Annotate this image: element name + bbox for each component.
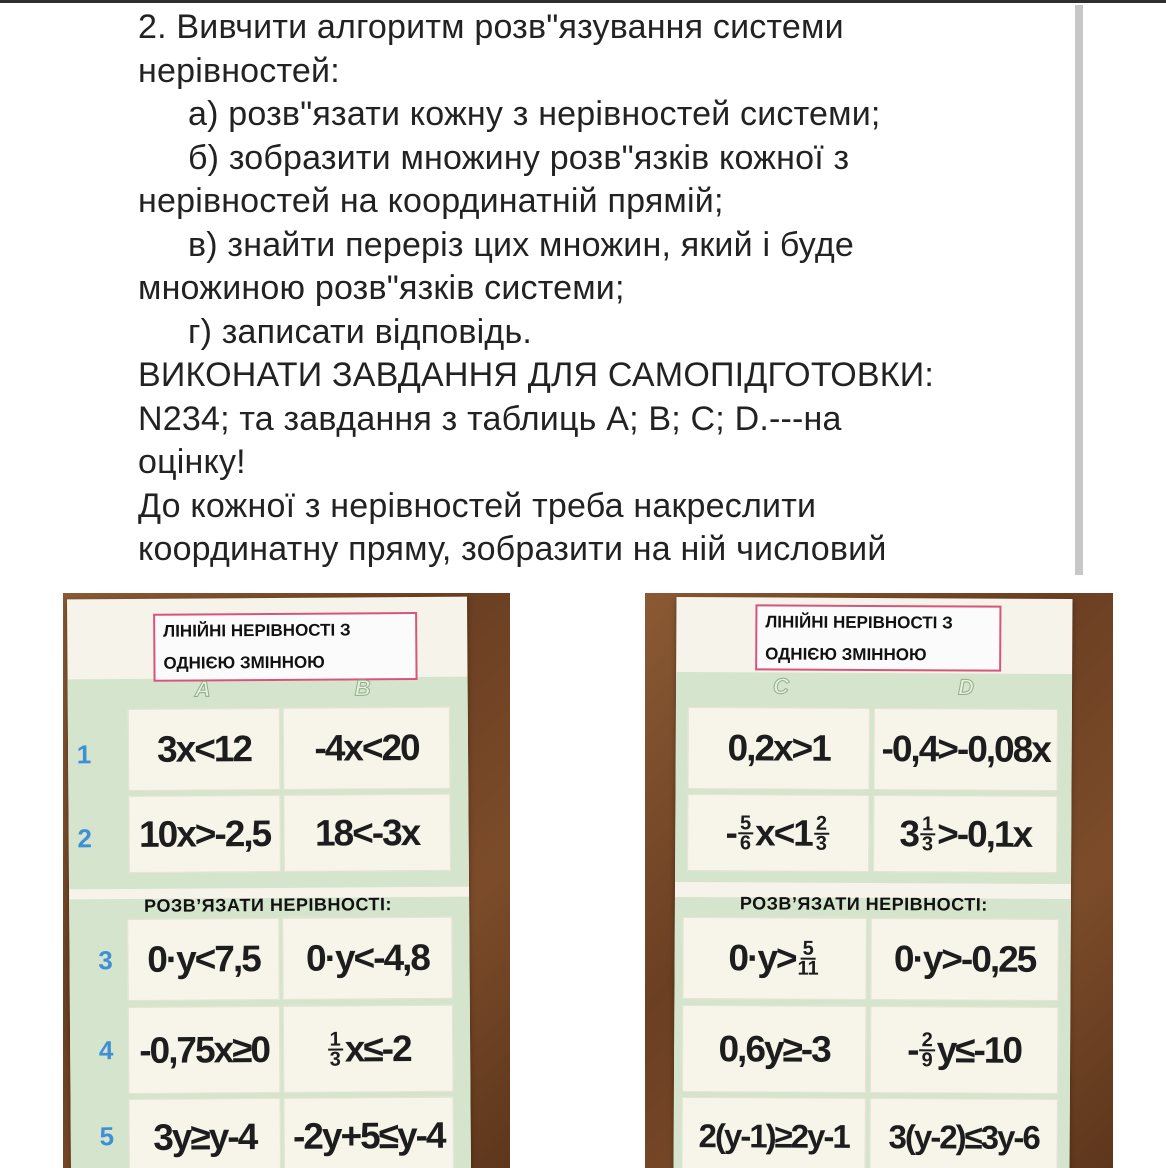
inequality-text: 0·y> bbox=[728, 937, 796, 979]
fraction bbox=[920, 812, 935, 855]
denominator: 3 bbox=[329, 1048, 341, 1071]
column-header-b: B bbox=[354, 675, 371, 701]
top-divider bbox=[0, 0, 1166, 3]
row-number: 2 bbox=[77, 823, 93, 854]
card-title-line: ОДНІЄЮ ЗМІННОЮ bbox=[765, 644, 927, 665]
text-line: б) зобразити множину розв"язків кожної з bbox=[188, 138, 850, 177]
denominator: 3 bbox=[815, 832, 827, 855]
fraction bbox=[328, 1028, 343, 1071]
text-line: оцінку! bbox=[138, 443, 246, 481]
denominator: 3 bbox=[921, 832, 934, 855]
section-title: РОЗВ’ЯЗАТИ НЕРІВНОСТІ: bbox=[739, 893, 988, 915]
text-line: 2. Вивчити алгоритм розв"язування системи bbox=[138, 8, 844, 46]
column-header-a: A bbox=[194, 676, 211, 702]
card-title-line: ОДНІЄЮ ЗМІННОЮ bbox=[163, 652, 325, 673]
row-number: 5 bbox=[99, 1121, 115, 1152]
text-line: в) знайти переріз цих множин, який і буде bbox=[188, 225, 855, 264]
card-title-line: ЛІНІЙНІ НЕРІВНОСТІ З bbox=[765, 612, 953, 633]
numerator: 2 bbox=[815, 812, 828, 835]
numerator: 5 bbox=[802, 937, 814, 960]
denominator: 9 bbox=[921, 1048, 933, 1071]
inequality-cell-fraction bbox=[283, 1005, 454, 1093]
text-line: г) записати відповідь. bbox=[188, 312, 533, 351]
fraction bbox=[814, 812, 829, 855]
text-line: ВИКОНАТИ ЗАВДАННЯ ДЛЯ САМОПІДГОТОВКИ: bbox=[138, 356, 935, 394]
inequality-cell-fraction bbox=[873, 795, 1057, 873]
card-title bbox=[153, 612, 417, 682]
inequality-cell-fraction bbox=[870, 1006, 1058, 1094]
section-title: РОЗВ’ЯЗАТИ НЕРІВНОСТІ: bbox=[144, 894, 393, 916]
photo-card-left bbox=[63, 593, 510, 1168]
text-line: До кожної з нерівностей треба накреслити bbox=[138, 486, 817, 525]
inequality-text: 3 bbox=[899, 812, 919, 854]
inequality-text: >-0,1x bbox=[937, 812, 1032, 855]
text-line: координатну пряму, зобразити на ній числовий bbox=[138, 530, 887, 568]
inequality-cell: 3y≥y-4 bbox=[128, 1098, 281, 1168]
worksheet-card-ab bbox=[67, 597, 471, 1168]
inequality-text: - bbox=[725, 811, 737, 853]
inequality-cell: -0,4>-0,08x bbox=[874, 708, 1058, 791]
inequality-text: x<1 bbox=[754, 811, 812, 854]
row-number: 4 bbox=[98, 1035, 114, 1066]
denominator: 11 bbox=[797, 957, 819, 980]
inequality-cell: 0·y<-4,8 bbox=[282, 917, 453, 1000]
fraction bbox=[919, 1028, 934, 1071]
inequality-cell: -0,75x≥0 bbox=[128, 1006, 281, 1094]
inequality-cell: 0,2x>1 bbox=[688, 707, 870, 790]
inequality-text: - bbox=[907, 1028, 918, 1070]
text-line: N234; та завдання з таблиць А; В; С; D.---на bbox=[138, 399, 842, 438]
inequality-text: x≤-2 bbox=[344, 1027, 411, 1069]
card-title-line: ЛІНІЙНІ НЕРІВНОСТІ З bbox=[163, 620, 351, 641]
inequality-text: y≤-10 bbox=[936, 1028, 1022, 1071]
text-line: нерівностей на координатній прямій; bbox=[138, 182, 724, 220]
scrollbar[interactable] bbox=[1075, 5, 1083, 575]
inequality-cell: -4x<20 bbox=[283, 707, 451, 790]
inequality-cell: 3(y-2)≤3y-6 bbox=[869, 1098, 1057, 1168]
row-number: 1 bbox=[76, 739, 92, 770]
inequality-cell: 0,6y≥-3 bbox=[682, 1005, 866, 1093]
row-number: 3 bbox=[98, 945, 113, 976]
inequality-cell-fraction bbox=[682, 917, 866, 1000]
photo-card-right bbox=[645, 593, 1113, 1168]
inequality-cell: 0·y>-0,25 bbox=[870, 918, 1058, 1001]
card-title bbox=[755, 604, 1001, 671]
numerator: 1 bbox=[922, 812, 934, 835]
text-line: а) розв"язати кожну з нерівностей системи; bbox=[188, 95, 881, 133]
inequality-cell: 10x>-2,5 bbox=[128, 795, 281, 873]
inequality-cell: 18<-3x bbox=[283, 794, 451, 872]
worksheet-card-cd bbox=[673, 597, 1072, 1168]
numerator: 2 bbox=[921, 1028, 933, 1051]
column-header-d: D bbox=[958, 674, 975, 700]
inequality-cell: 2(y-1)≥2y-1 bbox=[681, 1097, 865, 1168]
inequality-cell: 3x<12 bbox=[128, 708, 281, 791]
fraction bbox=[738, 811, 753, 854]
inequality-cell: -2y+5≤y-4 bbox=[283, 1097, 454, 1168]
numerator: 1 bbox=[329, 1028, 341, 1051]
denominator: 6 bbox=[739, 831, 752, 854]
inequality-cell: 0·y<7,5 bbox=[127, 918, 280, 1001]
fraction bbox=[797, 937, 819, 980]
column-header-c: C bbox=[773, 673, 790, 699]
numerator: 5 bbox=[739, 811, 752, 834]
instructions-text bbox=[138, 6, 1073, 572]
inequality-cell-fraction bbox=[687, 794, 869, 872]
text-line: множиною розв"язків системи; bbox=[138, 269, 625, 307]
text-line: нерівностей: bbox=[138, 51, 340, 90]
